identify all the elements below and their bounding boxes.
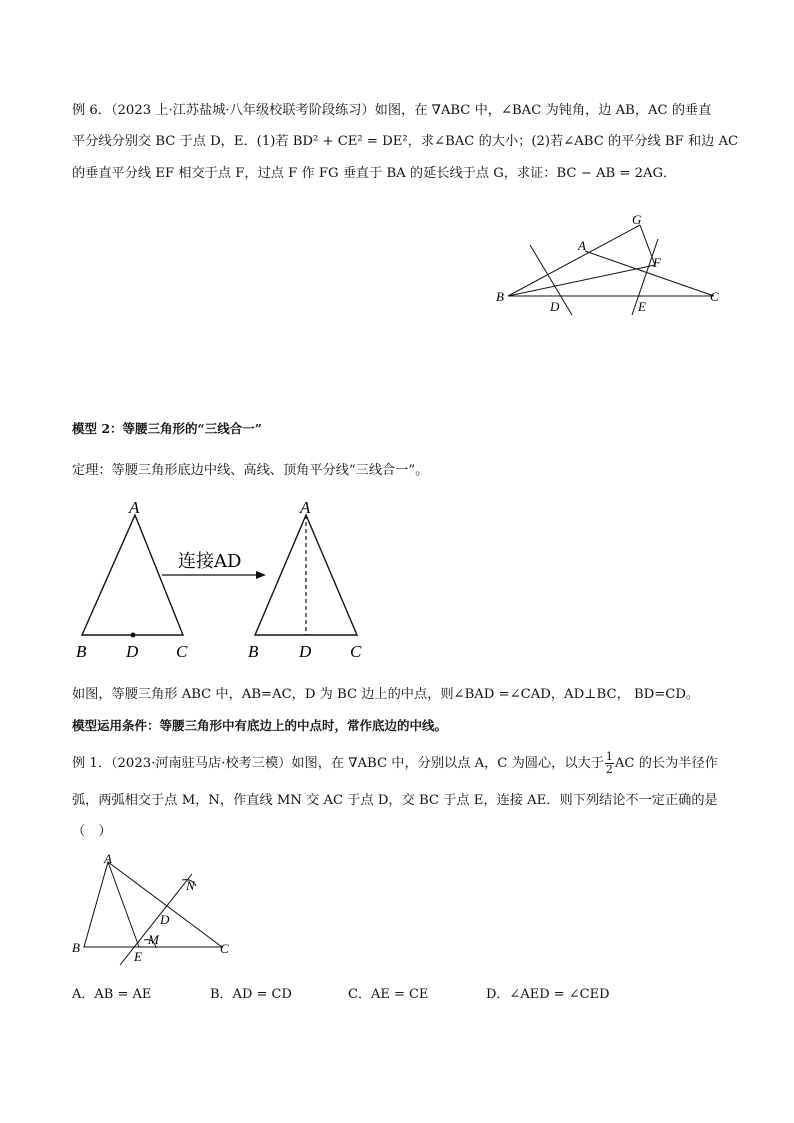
ex1-label-N: N: [186, 878, 195, 893]
label-G: G: [632, 212, 642, 227]
label-D: D: [550, 299, 560, 314]
example1-line-3: （ ）: [72, 824, 112, 839]
model2-theorem: 定理：等腰三角形底边中线、高线、顶角平分线“三线合一”。: [72, 463, 429, 478]
ex1-label-B: B: [72, 940, 80, 955]
label-B: B: [496, 289, 504, 304]
example1-figure: [64, 850, 244, 970]
example6-figure: [490, 205, 730, 320]
model2-statement: 如图，等腰三角形 ABC 中，AB=AC，D 为 BC 边上的中点，则∠BAD =∠CAD，AD⊥BC， BD=CD。: [72, 687, 700, 702]
arrow-label: 连接AD: [178, 551, 242, 572]
left-label-D: D: [126, 642, 139, 661]
fraction-one-half: $\frac{1}{2}$: [605, 750, 613, 776]
example6-line-2: 平分线分别交 BC 于点 D，E．(1)若 BD² + CE² = DE²，求∠BAC 的大小；(2)若∠ABC 的平分线 BF 和边 AC: [72, 134, 739, 149]
right-label-A: A: [300, 498, 311, 517]
example6-line-1: 例 6．（2023 上·江苏盐城·八年级校联考阶段练习）如图，在 ∇ABC 中，∠BAC 为钝角，边 AB，AC 的垂直: [72, 103, 712, 118]
ex1-label-E: E: [134, 949, 142, 964]
left-label-B: B: [76, 642, 87, 661]
label-F: F: [653, 255, 661, 270]
option-c[interactable]: C．AE = CE: [348, 987, 429, 1002]
option-a[interactable]: A．AB = AE: [72, 987, 152, 1002]
right-label-D: D: [299, 642, 312, 661]
ex1-label-M: M: [148, 932, 159, 947]
label-A: A: [578, 238, 586, 253]
right-label-B: B: [248, 642, 259, 661]
model2-heading: 模型 2：等腰三角形的“三线合一”: [72, 421, 262, 436]
right-label-C: C: [350, 642, 362, 661]
ex1-label-A: A: [104, 851, 112, 866]
example1-line-1: 例 1．（2023·河南驻马店·校考三模）如图，在 ∇ABC 中，分别以点 A，C 为圆心，以大于 $\frac{1}{2}$ AC 的长为半径作: [72, 750, 718, 776]
example6-line-3: 的垂直平分线 EF 相交于点 F，过点 F 作 FG 垂直于 BA 的延长线于点 G，求证：BC − AB = 2AG．: [72, 166, 677, 181]
midpoint-d: [131, 633, 136, 638]
ex1-label-D: D: [160, 912, 170, 927]
label-C: C: [710, 289, 719, 304]
label-E: E: [638, 299, 646, 314]
three-lines-figure: [70, 495, 380, 665]
ex1-label-C: C: [220, 941, 229, 956]
left-label-C: C: [176, 642, 188, 661]
option-b[interactable]: B．AD = CD: [210, 987, 292, 1002]
option-d[interactable]: D．∠AED = ∠CED: [486, 987, 610, 1002]
left-label-A: A: [129, 498, 140, 517]
model2-condition: 模型运用条件：等腰三角形中有底边上的中点时，常作底边的中线。: [72, 718, 448, 733]
example1-line-2: 弧，两弧相交于点 M，N，作直线 MN 交 AC 于点 D，交 BC 于点 E，连接 AE．则下列结论不一定正确的是: [72, 793, 718, 808]
